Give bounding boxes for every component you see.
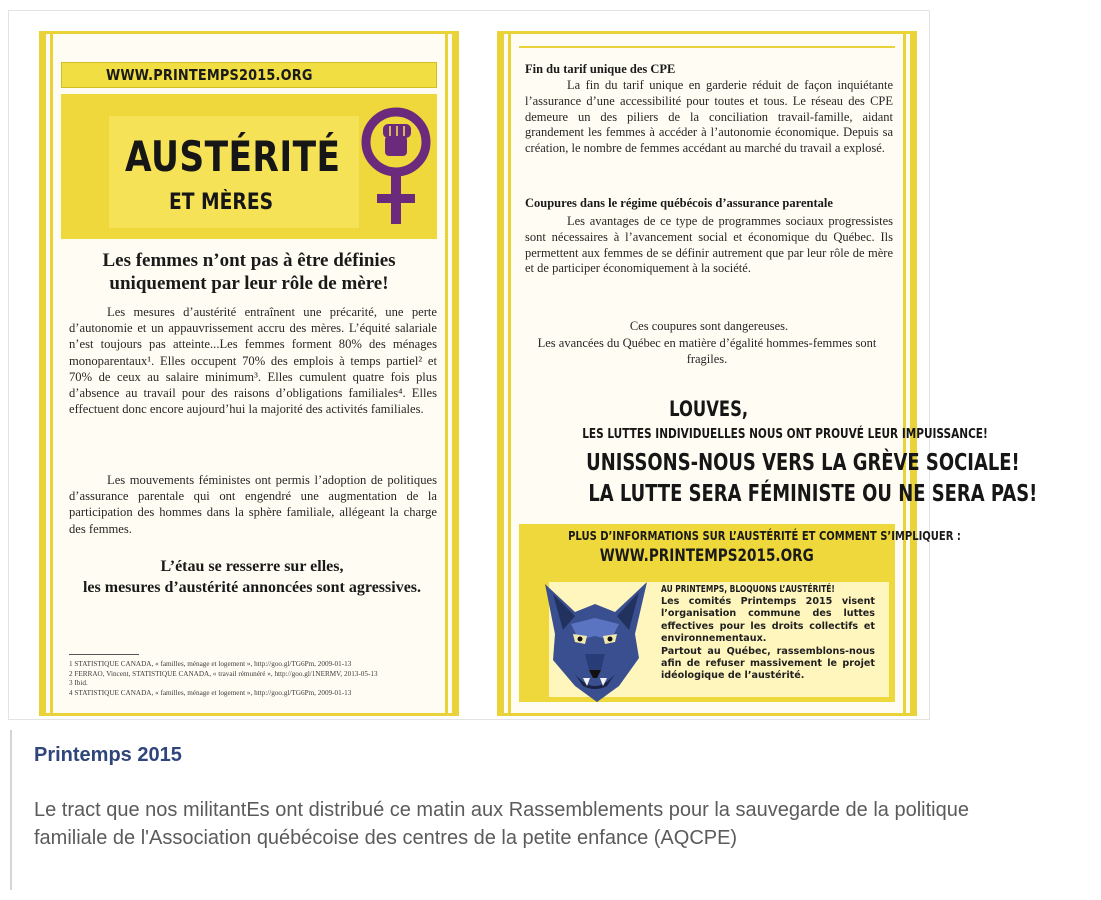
wolf-head-icon xyxy=(535,574,655,704)
footnote-divider xyxy=(69,654,139,655)
info-url: WWW.PRINTEMPS2015.ORG xyxy=(599,546,815,566)
slogan: LOUVES, xyxy=(669,397,749,421)
section-heading: Coupures dans le régime québécois d’assurance parentale xyxy=(525,196,833,210)
warning-line: Les avancées du Québec en matière d’égalité hommes-femmes sont fragiles. xyxy=(537,336,877,366)
paragraph-text: Les mouvements féministes ont permis l’adoption de politiques d’assurance parentale qui ont engendré une augmentation de la participation des hommes dans la sphère familiale, allégeant la charge des femmes. xyxy=(69,473,437,536)
website-url: WWW.PRINTEMPS2015.ORG xyxy=(106,66,313,84)
flyer-title: AUSTÉRITÉ xyxy=(125,132,341,181)
footnote: 4 STATISTIQUE CANADA, « familles, ménage et logement », http://goo.gl/TG6Pm, 2009-01-13 xyxy=(69,688,352,697)
slogan: LES LUTTES INDIVIDUELLES NOUS ONT PROUVÉ LEUR IMPUISSANCE! xyxy=(582,426,988,442)
flyer-front xyxy=(39,31,459,716)
paragraph xyxy=(525,214,893,277)
section-heading: Fin du tarif unique des CPE xyxy=(525,62,676,76)
closing-line: L’étau se resserre sur elles, xyxy=(160,558,344,575)
flyer-image[interactable] xyxy=(8,10,1038,720)
raised-fist-venus-icon xyxy=(357,102,435,232)
paragraph-text: Les mesures d’austérité entraînent une précarité, une perte d’autonomie et un appauvrissement accru des mères. L’équité salariale n’est toujours pas atteinte...Les femmes forment 80% des ménages monoparentaux¹. Elles occupent 70% des emplois à temps partiel² et 70% de ceux au salaire minimum³. Elles cumulent quatre fois plus d’absence au travail pour des raisons d’obligations familiales⁴. Elles effectuent donc encore aujourd’hui la majorité des activités familiales. xyxy=(69,305,437,417)
closing-statement xyxy=(59,556,445,598)
border-stripe xyxy=(50,34,53,713)
post-text: Le tract que nos militantEs ont distribué ce matin aux Rassemblements pour la sauvegarde de la politique familiale de l'Association québécoise des centres de la petite enfance (AQCPE) xyxy=(34,799,969,849)
flyer-back xyxy=(497,31,1038,716)
top-rule xyxy=(519,46,895,48)
info-block xyxy=(519,524,961,702)
headline-line: uniquement par leur rôle de mère! xyxy=(109,273,389,294)
footnote: 1 STATISTIQUE CANADA, « familles, ménage et logement », http://goo.gl/TG6Pm, 2009-01-13 xyxy=(69,660,352,668)
headline-line: Les femmes n’ont pas à être définies xyxy=(102,250,396,271)
flyer-headline xyxy=(69,249,429,295)
border-stripe xyxy=(903,34,906,713)
border-stripe xyxy=(445,34,448,713)
flyer-subtitle: ET MÈRES xyxy=(169,190,274,215)
closing-line: les mesures d’austérité annoncées sont agressives. xyxy=(82,579,422,596)
slogan: UNISSONS-NOUS VERS LA GRÈVE SOCIALE! xyxy=(586,450,1020,476)
title-block xyxy=(61,94,437,239)
paragraph xyxy=(525,78,893,157)
footnotes xyxy=(69,660,429,698)
post-author-link[interactable]: Printemps 2015 xyxy=(34,744,182,766)
wolf-panel-paragraph: Les comités Printemps 2015 visent l’organisation commune des luttes effectives pour les droits collectifs et environnementaux. xyxy=(661,596,875,645)
post-caption xyxy=(10,730,984,890)
wolf-panel-title: AU PRINTEMPS, BLOQUONS L’AUSTÉRITÉ! xyxy=(661,584,835,595)
footnote: 3 Ibid. xyxy=(69,679,88,687)
paragraph xyxy=(69,304,437,417)
paragraph xyxy=(69,472,437,537)
wolf-panel-text xyxy=(661,596,875,683)
border-stripe xyxy=(39,34,46,713)
border-stripe xyxy=(910,34,917,713)
border-stripe xyxy=(497,34,504,713)
info-title: PLUS D’INFORMATIONS SUR L’AUSTÉRITÉ ET COMMENT S’IMPLIQUER : xyxy=(568,528,961,543)
wolf-panel xyxy=(549,582,889,697)
paragraph-text: Les avantages de ce type de programmes sociaux progressistes sont nécessaires à l’avancement social et économique du Québec. Ils permettent aux femmes de se définir autrement que par leur rôle de mère et de participer économiquement à la société. xyxy=(525,214,893,276)
wolf-panel-paragraph: Partout au Québec, rassemblons-nous afin de refuser massivement le projet idéologique de l’austérité. xyxy=(661,645,875,682)
border-stripe xyxy=(452,34,459,713)
border-stripe xyxy=(508,34,511,713)
footnote: 2 FERRAO, Vincent, STATISTIQUE CANADA, « travail rémunéré », http://goo.gl/1NERMV, 2013-05-13 xyxy=(69,669,378,678)
warning-line: Ces coupures sont dangereuses. xyxy=(629,319,789,333)
paragraph-text: La fin du tarif unique en garderie réduit de façon inquiétante l’assurance d’une accessibilité pour toutes et tous. Le réseau des CPE demeure un des piliers de la conciliation travail-famille, aidant grandement les femmes à accéder à l’autonomie économique. Depuis sa création, le nombre de femmes accédant au marché du travail a explosé. xyxy=(525,78,893,156)
slogan: LA LUTTE SERA FÉMINISTE OU NE SERA PAS! xyxy=(588,481,1038,507)
website-banner xyxy=(61,62,437,88)
